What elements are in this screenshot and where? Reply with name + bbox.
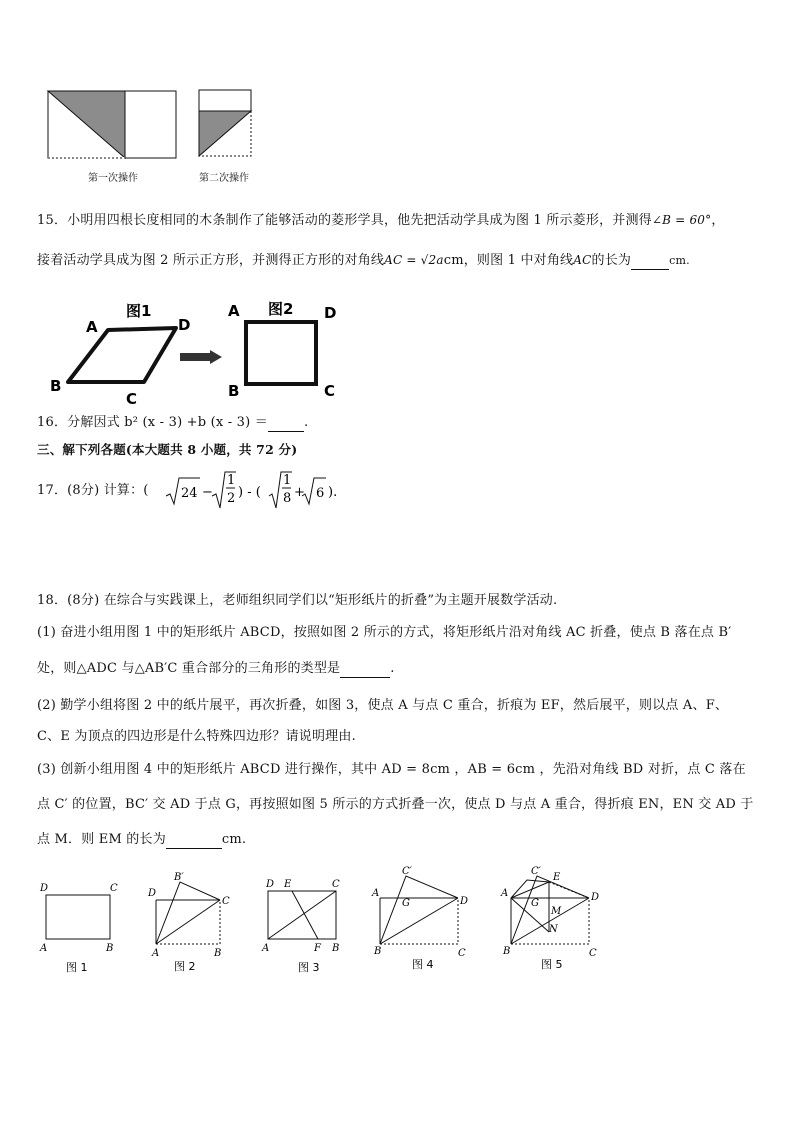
q18-p1-period: . [390,661,395,676]
q15-text-d: 的长为 [591,253,632,268]
q18-p1-answer-blank[interactable] [340,663,390,678]
fig2-label-b: B [228,382,240,400]
fig1-title: 图1 [126,302,152,320]
q18-figure-4 [368,862,478,971]
label-a: A [152,948,160,959]
q18-figure-5 [497,862,607,971]
label-c: C [589,948,597,959]
label-n: N [549,924,558,935]
section3-title: 三、解下列各题(本大题共 8 小题，共 72 分) [37,442,298,457]
label-b: B [503,946,511,957]
label-e: E [284,879,292,890]
label-a: A [40,943,48,954]
rectangle [46,895,110,939]
q17-expression [164,470,344,510]
q15-text-a: 15．小明用四根长度相同的木条制作了能够活动的菱形学具，他先把活动学具成为图 1 所示菱形，并测得 [37,213,652,228]
caption-second-op: 第二次操作 [199,173,249,184]
label-e: E [553,872,561,883]
label-c: C [110,883,118,894]
label-a: A [372,888,380,899]
q15-ac: AC [573,253,592,267]
q18-p3-answer-blank[interactable] [166,834,222,849]
fig2-label-a: A [228,302,240,320]
diagonal-bd [380,898,458,944]
label-d: D [40,883,49,894]
q15-line2 [37,251,690,270]
shaded-triangle [48,91,125,158]
radicand-6: 6 [316,486,325,501]
label-c-prime: C′ [402,866,412,877]
label-b: B [214,948,222,959]
diagonal-ac [268,891,336,939]
label-b: B [374,946,382,957]
mid-op: ) - ( [238,485,261,500]
q18-p3-line1: (3) 创新小组用图 4 中的矩形纸片 ABCD 进行操作，其中 AD = 8cm ，AB = 6cm ，先沿对角线 BD 对折，点 C 落在 [37,762,746,777]
q18-p3-line3 [37,831,246,849]
fig2-label-c: C [324,382,336,400]
dashed-ed [549,882,589,898]
q15-text-c: cm，则图 1 中对角线 [443,253,574,268]
label-a: A [262,943,270,954]
q15-unit: cm. [669,254,690,267]
folded-triangle [380,876,458,944]
label-c-prime: C′ [531,866,541,877]
label-b: B [332,943,340,954]
q18-p1-line1: (1) 奋进小组用图 1 中的矩形纸片 ABCD，按照如图 2 所示的方式，将矩形纸片沿对角线 AC 折叠，使点 B 落在点 B′ [37,625,732,640]
top-strip [199,90,251,111]
fig1-label-b: B [50,377,62,395]
label-c: C [222,896,230,907]
label-b-prime: B′ [174,872,184,883]
shaded-triangle [199,111,251,156]
segment-an [511,898,549,932]
q18-p2-line2: C、E 为顶点的四边形是什么特殊四边形？请说明理由. [37,729,356,744]
label-f: F [314,943,321,954]
q15-figure-2 [226,296,346,406]
frac2-den: 8 [283,491,292,506]
fig1-label-a: A [86,318,98,336]
diagonal-bd [511,898,589,944]
frac1-den: 2 [227,491,236,506]
q15-text-b: 接着活动学具成为图 2 所示正方形，并测得正方形的对角线 [37,253,385,268]
q16-answer-blank[interactable] [268,417,304,432]
arrow-icon [180,350,224,364]
fig1-label-d: D [178,316,191,334]
fig2-label-d: D [324,304,337,322]
fold-figure-2 [197,88,267,163]
plus-sign: + [294,485,305,500]
caption: 图 4 [412,958,434,971]
fig1-label-c: C [126,390,138,408]
label-d: D [266,879,275,890]
label-a: A [501,888,509,899]
q18-p3-text: 点 M．则 EM 的长为 [37,832,166,847]
label-m: M [551,906,562,917]
q18-p2-line1: (2) 勤学小组将图 2 中的纸片展平，再次折叠，如图 3，使点 A 与点 C 重合，折痕为 EF，然后展平，则以点 A、F、 [37,698,729,713]
q16-line [37,414,308,432]
label-c: C [458,948,466,959]
q15-answer-blank[interactable] [631,255,669,270]
label-g: G [531,898,539,909]
label-c: C [332,879,340,890]
diagonal-ac [156,900,220,944]
right-panel [125,91,176,158]
label-g: G [402,898,410,909]
frac2-num: 1 [283,473,292,488]
q15-angle: ∠B = 60° [651,213,712,227]
frac1-num: 1 [227,473,236,488]
q15-line1 [37,211,725,230]
rhombus [68,328,176,382]
caption: 图 5 [541,958,563,971]
radicand-24: 24 [181,486,198,501]
q18-figure-1 [38,875,128,975]
q15-comma: ， [711,213,725,228]
q16-period: . [303,415,309,430]
q18-figure-2 [144,866,254,973]
label-d: D [148,888,157,899]
q17-suffix: ). [328,485,338,500]
fig2-title: 图2 [268,300,294,318]
q18-p1-line2 [37,660,395,678]
q18-figure-3 [258,875,348,975]
q15-diagonal: AC = √2a [384,253,444,267]
label-d: D [460,896,469,907]
fold-figure-1 [45,88,185,163]
q16-text: 16．分解因式 b² (x - 3) +b (x - 3) ＝ [37,415,268,430]
minus-sign: − [202,485,213,500]
square [246,322,316,384]
q18-p3-line2: 点 C′ 的位置，BC′ 交 AD 于点 G，再按照如图 5 所示的方式折叠一次，使点 D 与点 A 重合，得折痕 EN，EN 交 AD 于 [37,797,754,812]
label-b: B [106,943,114,954]
crease-ef [292,891,318,939]
folded-triangle [156,882,220,944]
q17-prefix: 17．(8分) 计算：( [37,483,149,498]
caption: 图 2 [174,960,196,973]
caption: 图 3 [298,961,320,974]
label-d: D [591,892,600,903]
q18-p1-text: 处，则△ADC 与△AB′C 重合部分的三角形的类型是 [37,661,341,676]
caption: 图 1 [66,961,88,974]
caption-first-op: 第一次操作 [88,173,138,184]
q18-p3-unit: cm. [221,832,247,847]
q18-intro: 18．(8分) 在综合与实践课上，老师组织同学们以“矩形纸片的折叠”为主题开展数学活动. [37,593,558,608]
